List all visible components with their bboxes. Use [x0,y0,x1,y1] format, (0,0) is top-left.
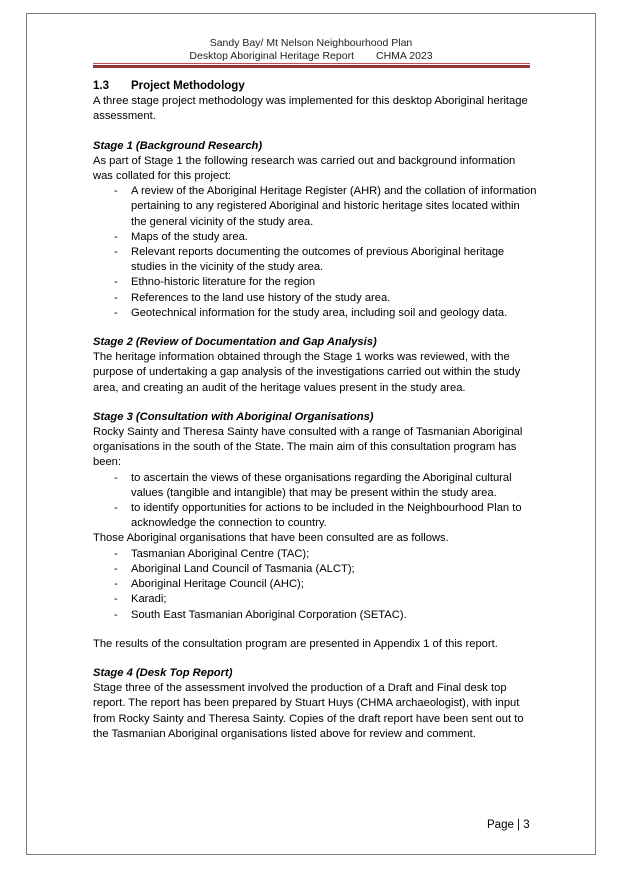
list-item: - Karadi; [131,592,538,607]
header-subtitle [0,50,622,63]
section-heading [93,79,538,94]
list-item: - Maps of the study area. [131,230,538,245]
section-title: Project Methodology [131,80,245,92]
page-number: Page | 3 [487,819,530,831]
list-item: - Aboriginal Heritage Council (AHC); [131,577,538,592]
stage3-heading: Stage 3 (Consultation with Aboriginal Organisations) [93,410,374,423]
list-item: - to identify opportunities for actions to be included in the Neighbourhood Plan to acknowledge the connection to country. [131,501,538,531]
list-item: - A review of the Aboriginal Heritage Register (AHR) and the collation of information pertaining to any registered Aboriginal and historic heritage sites located within the general vicinity of the study area. [131,184,538,230]
section-number: 1.3 [93,80,109,92]
stage3-intro: Rocky Sainty and Theresa Sainty have consulted with a range of Tasmanian Aboriginal organisations in the south of the State. The main aim of this consultation program has been: [93,426,523,469]
header-report-name: Desktop Aboriginal Heritage Report [189,49,354,62]
stage1-list [93,184,538,321]
list-item: - References to the land use history of the study area. [131,291,538,306]
list-item: - South East Tasmanian Aboriginal Corporation (SETAC). [131,608,538,623]
list-item: - Relevant reports documenting the outcomes of previous Aboriginal heritage studies in the vicinity of the study area. [131,245,538,275]
header-rule-thick [93,65,530,68]
list-item: - Tasmanian Aboriginal Centre (TAC); [131,547,538,562]
stage4-body: Stage three of the assessment involved the production of a Draft and Final desk top report. The report has been prepared by Stuart Huys (CHMA archaeologist), with input from Rocky Sainty and Theresa Sainty. Copies of the draft report have been sent out to the Tasmanian Aboriginal organisations listed above for review and comment. [93,682,524,740]
stage3-aims-list [93,471,538,532]
page-body [93,79,538,742]
header-org-year: CHMA 2023 [375,49,433,62]
stage3-orgs-list [93,547,538,623]
running-header [0,37,622,62]
stage1-heading: Stage 1 (Background Research) [93,139,263,152]
stage3-results: The results of the consultation program are presented in Appendix 1 of this report. [93,637,498,650]
stage3-orgs-intro: Those Aboriginal organisations that have been consulted are as follows. [93,532,449,545]
list-item: - Aboriginal Land Council of Tasmania (ALCT); [131,562,538,577]
list-item: - to ascertain the views of these organisations regarding the Aboriginal cultural values (tangible and intangible) that may be present within the study area. [131,471,538,501]
stage1-intro: As part of Stage 1 the following research was carried out and background information was collated for this project: [93,154,516,183]
header-rule-thin [93,63,530,64]
stage2-heading: Stage 2 (Review of Documentation and Gap Analysis) [93,336,377,349]
section-intro: A three stage project methodology was implemented for this desktop Aboriginal heritage assessment. [93,95,528,123]
list-item: - Geotechnical information for the study area, including soil and geology data. [131,306,538,321]
header-title: Sandy Bay/ Mt Nelson Neighbourhood Plan [209,37,413,49]
stage4-heading: Stage 4 (Desk Top Report) [93,666,233,679]
list-item: - Ethno-historic literature for the region [131,275,538,290]
stage2-body: The heritage information obtained through the Stage 1 works was reviewed, with the purpose of undertaking a gap analysis of the investigations carried out within the study area, and creating an audit of the heritage values present in the study area. [93,351,521,394]
